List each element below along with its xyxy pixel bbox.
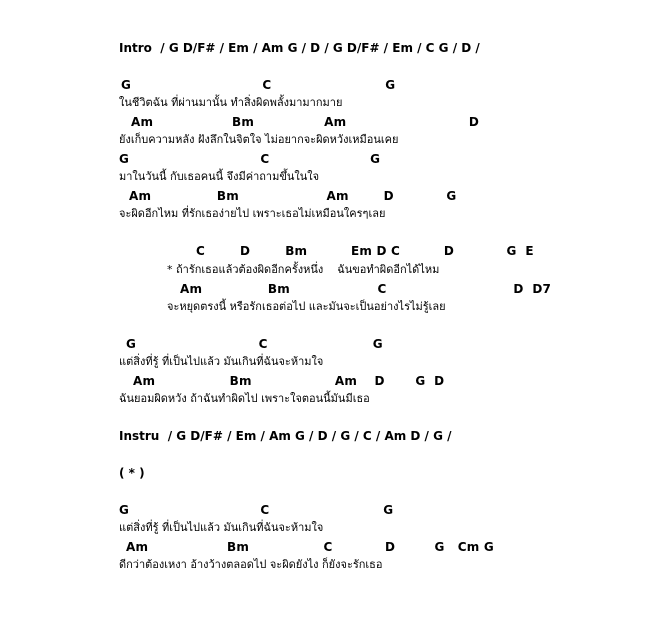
chorus-lyric-line: จะหยุดตรงนี้ หรือรักเธอต่อไป และมันจะเป็นอย่างไรไม่รู้เลย [167,300,446,313]
instru-line: Instru / G D/F# / Em / Am G / D / G / C / Am D / G / [119,429,452,443]
chord-line: Am Bm Am D [131,115,480,129]
chord-line: G C G [126,337,383,351]
lyric-line: ดีกว่าต้องเหงา อ้างว้างตลอดไป จะผิดยังไง ก็ยังจะรักเธอ [119,558,383,571]
chorus-chord-line: Am Bm C D D7 [180,282,552,296]
lyric-line: มาในวันนี้ กับเธอคนนี้ จึงมีค่าถามขึ้นในใจ [119,170,320,183]
lyric-line: แต่สิ่งที่รู้ ที่เป็นไปแล้ว มันเกินที่ฉันจะห้ามใจ [119,521,324,534]
chord-line: Am Bm Am D G D [133,374,445,388]
chord-line: Am Bm Am D G [129,189,457,203]
chorus-lyric-line: * ถ้ารักเธอแล้วต้องผิดอีกครั้งหนึ่ง ฉันขอทำผิดอีกได้ไหม [167,263,440,276]
chord-line: G C G [121,78,396,92]
chorus-chord-line: C D Bm Em D C D G E [196,244,534,258]
lyric-line: แต่สิ่งที่รู้ ที่เป็นไปแล้ว มันเกินที่ฉันจะห้ามใจ [119,355,324,368]
chord-line: Am Bm C D G Cm G [126,540,494,554]
chord-line: G C G [119,152,381,166]
lyric-line: จะผิดอีกไหม ที่รักเธอง่ายไป เพราะเธอไม่เหมือนใครๆเลย [119,207,386,220]
chorus-repeat-marker: ( * ) [119,466,145,480]
lyric-line: ฉันยอมผิดหวัง ถ้าฉันทำผิดไป เพราะใจตอนนี้มันมีเธอ [119,392,370,405]
chord-line: G C G [119,503,394,517]
intro-line: Intro / G D/F# / Em / Am G / D / G D/F# / Em / C G / D / [119,41,480,55]
lyric-line: ยังเก็บความหลัง ฝังลึกในจิตใจ ไม่อยากจะผิดหวังเหมือนเคย [119,133,399,146]
lyric-line: ในชีวิตฉัน ที่ผ่านมานั้น ทำสิ่งผิดพลั้งมามากมาย [119,96,343,109]
